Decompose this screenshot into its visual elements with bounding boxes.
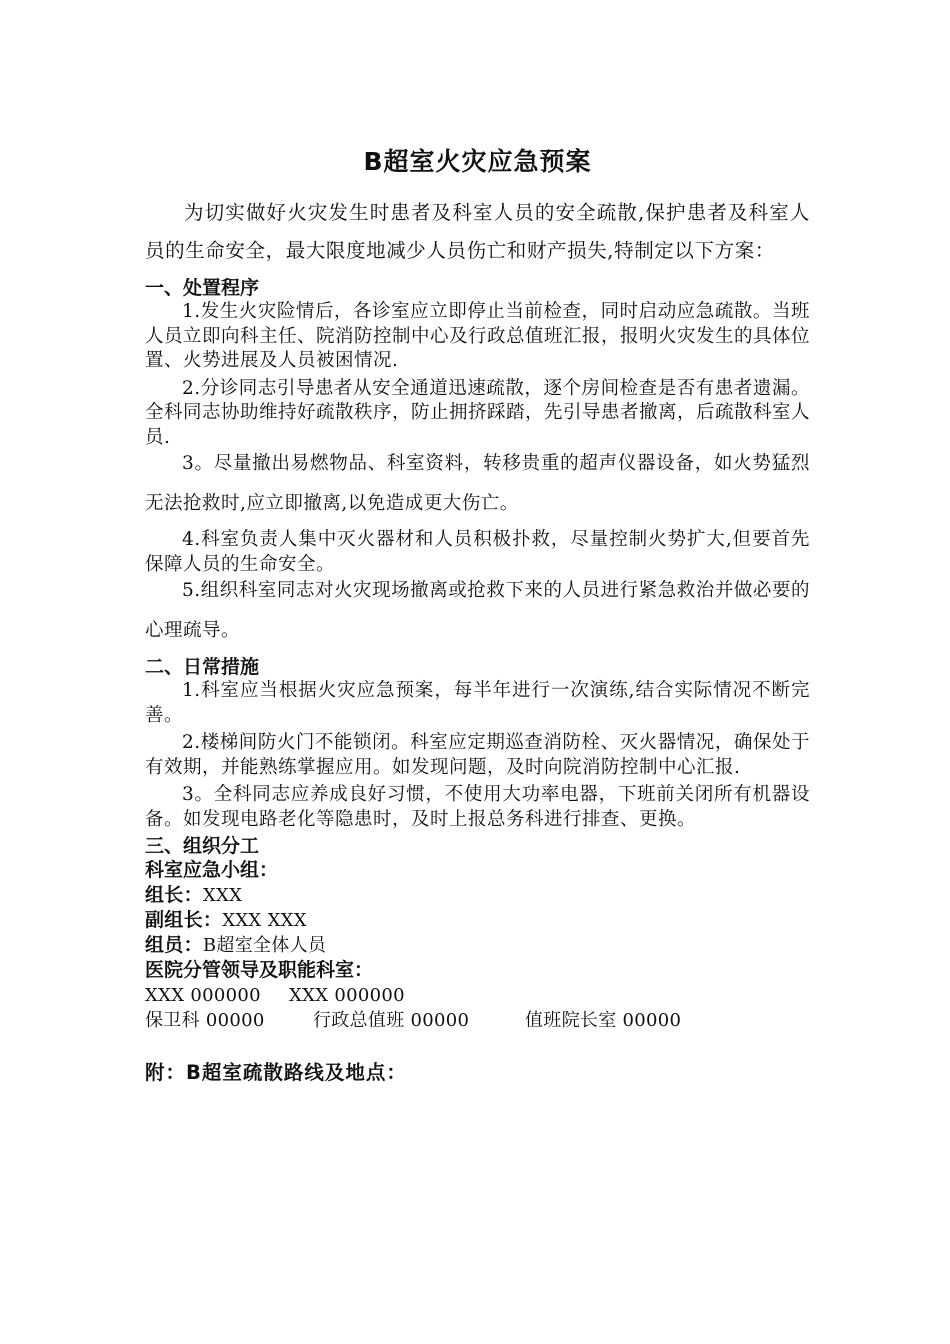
procedure-item-1: 1.发生火灾险情后，各诊室应立即停止当前检查，同时启动应急疏散。当班人员立即向科主任、院消防控制中心及行政总值班汇报，报明火灾发生的具体位置、火势进展及人员被困情况. [145,301,811,371]
procedure-item-2: 2.分诊同志引导患者从安全通道迅速疏散，逐个房间检查是否有患者遗漏。全科同志协助维持好疏散秩序，防止拥挤踩踏，先引导患者撤离，后疏散科室人员. [145,377,811,448]
procedure-item-3: 3。尽量撤出易燃物品、科室资料，转移贵重的超声仪器设备，如火势猛烈无法抢救时,应立即撤离,以免造成更大伤亡。 [145,453,810,514]
daily-item-1: 1.科室应当根据火灾应急预案，每半年进行一次演练,结合实际情况不断完善。 [145,680,810,726]
member-line [145,933,810,958]
member-label: 组员： [145,934,203,956]
contact-entry: XXX 000000 [145,985,261,1006]
member-value: B超室全体人员 [202,935,327,956]
leader-value: XXX [202,885,243,906]
leader-line [145,883,810,908]
intro-paragraph: 为切实做好火灾发生时患者及科室人员的安全疏散,保护患者及科室人员的生命安全，最大限度地减少人员伤亡和财产损失,特制定以下方案： [145,201,810,262]
vice-leader-line [145,908,810,933]
document-title: B超室火灾应急预案 [363,147,592,176]
contact-entry: 保卫科 00000 [145,1010,265,1031]
section-heading-procedure: 一、处置程序 [145,277,260,299]
hospital-departments-title: 医院分管领导及职能科室： [145,959,374,981]
document-body [145,140,810,1106]
section-heading-organization: 三、组织分工 [145,835,260,857]
contacts-row-2 [145,1008,810,1033]
vice-leader-label: 副组长： [145,909,223,931]
contact-entry: XXX 000000 [289,985,405,1006]
contact-entry: 值班院长室 00000 [525,1010,682,1031]
appendix-heading: 附：B超室疏散路线及地点： [145,1061,407,1084]
vice-leader-value: XXX XXX [222,910,307,931]
contact-entry: 行政总值班 00000 [313,1010,470,1031]
daily-item-2: 2.楼梯间防火门不能锁闭。科室应定期巡查消防栓、灭火器情况，确保处于有效期，并能熟练掌握应用。如发现问题，及时向院消防控制中心汇报. [145,732,810,778]
contacts-row-1 [145,983,810,1008]
group-title: 科室应急小组： [145,859,279,881]
procedure-item-4: 4.科室负责人集中灭火器材和人员积极扑救，尽量控制火势扩大,但要首先保障人员的生命安全。 [145,529,810,575]
procedure-item-5: 5.组织科室同志对火灾现场撤离或抢救下来的人员进行紧急救治并做必要的心理疏导。 [145,580,810,641]
daily-item-3: 3。全科同志应养成良好习惯，不使用大功率电器，下班前关闭所有机器设备。如发现电路老化等隐患时，及时上报总务科进行排查、更换。 [145,784,810,830]
leader-label: 组长： [145,884,203,906]
section-heading-daily: 二、日常措施 [145,656,260,678]
